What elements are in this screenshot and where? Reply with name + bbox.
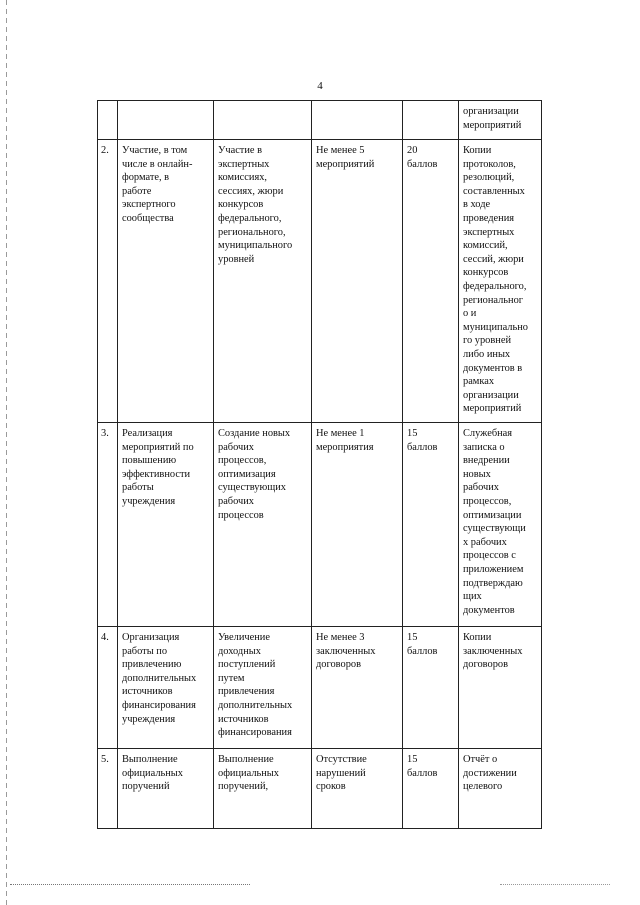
cell-description: Выполнение официальных поручений, xyxy=(214,749,312,829)
cell-score xyxy=(403,101,459,140)
table-row xyxy=(98,101,542,140)
cell-criterion: Отсутствие нарушений сроков xyxy=(312,749,403,829)
table-row xyxy=(98,627,542,749)
cell-score: 15 баллов xyxy=(403,749,459,829)
cell-evidence: Отчёт о достижении целевого xyxy=(459,749,542,829)
cell-number: 5. xyxy=(98,749,118,829)
cell-description: Участие в экспертных комиссиях, сессиях, жюри конкурсов федерального, регионального, муниципального уровней xyxy=(214,140,312,423)
cell-activity xyxy=(118,101,214,140)
cell-number: 2. xyxy=(98,140,118,423)
cell-activity: Организация работы по привлечению дополнительных источников финансирования учреждения xyxy=(118,627,214,749)
cell-evidence: организации мероприятий xyxy=(459,101,542,140)
cell-score: 15 баллов xyxy=(403,423,459,627)
criteria-table xyxy=(97,100,542,829)
table-row xyxy=(98,140,542,423)
cell-score: 15 баллов xyxy=(403,627,459,749)
scan-bottom-line xyxy=(10,884,250,885)
cell-criterion xyxy=(312,101,403,140)
cell-number: 3. xyxy=(98,423,118,627)
cell-score: 20 баллов xyxy=(403,140,459,423)
table-row xyxy=(98,423,542,627)
cell-activity: Выполнение официальных поручений xyxy=(118,749,214,829)
cell-evidence: Копии протоколов, резолюций, составленных в ходе проведения экспертных комиссий, сессий, жюри конкурсов федерального, региональног о и муниципально го уровней либо иных документов в рамках организации мероприятий xyxy=(459,140,542,423)
cell-number xyxy=(98,101,118,140)
cell-activity: Реализация мероприятий по повышению эффективности работы учреждения xyxy=(118,423,214,627)
table-row xyxy=(98,749,542,829)
cell-description: Создание новых рабочих процессов, оптимизация существующих рабочих процессов xyxy=(214,423,312,627)
cell-evidence: Служебная записка о внедрении новых рабочих процессов, оптимизации существующи х рабочих процессов с приложением подтверждаю щих документов xyxy=(459,423,542,627)
page-number: 4 xyxy=(317,80,323,92)
cell-criterion: Не менее 5 мероприятий xyxy=(312,140,403,423)
cell-evidence: Копии заключенных договоров xyxy=(459,627,542,749)
cell-criterion: Не менее 3 заключенных договоров xyxy=(312,627,403,749)
scan-bottom-line-right xyxy=(500,884,610,885)
scan-left-edge xyxy=(6,0,7,905)
cell-description: Увеличение доходных поступлений путем привлечения дополнительных источников финансирования xyxy=(214,627,312,749)
cell-criterion: Не менее 1 мероприятия xyxy=(312,423,403,627)
cell-number: 4. xyxy=(98,627,118,749)
cell-description xyxy=(214,101,312,140)
cell-activity: Участие, в том числе в онлайн- формате, в работе экспертного сообщества xyxy=(118,140,214,423)
